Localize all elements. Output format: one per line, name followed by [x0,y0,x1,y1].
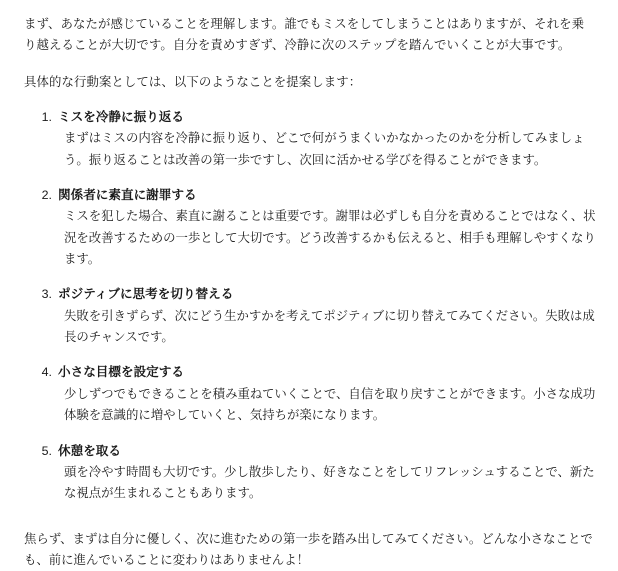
list-item-body: 失敗を引きずらず、次にどう生かすかを考えてポジティブに切り替えてみてください。失敗は成長のチャンスです。 [64,308,595,345]
closing-paragraph: 焦らず、まずは自分に優しく、次に進むための第一歩を踏み出してみてください。どんな小さなことでも、前に進んでいることに変わりはありませんよ！ [24,531,593,567]
list-item-body: 頭を冷やす時間も大切です。少し散歩したり、好きなことをしてリフレッシュすることで、新たな視点が生まれることもあります。 [64,464,595,501]
list-item-body: 少しずつでもできることを積み重ねていくことで、自信を取り戻すことができます。小さな成功体験を意識的に増やしていくと、気持ちが楽になります。 [64,386,596,423]
list-item-title: 小さな目標を設定する [58,365,184,380]
list-item [24,362,596,426]
list-item-number: 5. [41,443,52,458]
list-item-body: ミスを犯した場合、素直に謝ることは重要です。謝罪は必ずしも自分を責めることではなく、状況を改善するための一歩として大切です。どう改善するかも伝えると、相手も理解しやすくなります。 [64,209,596,267]
list-item [24,284,596,348]
list-item-title: 関係者に素直に謝罪する [58,188,197,203]
steps-list [24,107,596,505]
intro-paragraph-2: 具体的な行動案としては、以下のようなことを提案します： [24,74,362,89]
list-item-number: 2. [41,188,52,203]
list-item [24,185,596,270]
list-item-number: 4. [41,365,52,380]
list-item-number: 1. [41,109,52,124]
list-item-title: 休憩を取る [58,443,121,458]
list-item [24,441,596,505]
list-item-title: ミスを冷静に振り返る [58,109,184,124]
closing-section [24,529,596,571]
list-item-body: まずはミスの内容を冷静に振り返り、どこで何がうまくいかなかったのかを分析してみましょう。振り返ることは改善の第一歩ですし、次回に活かせる学びを得ることができます。 [64,131,585,167]
list-item-title: ポジティブに思考を切り替える [58,287,234,302]
list-item-number: 3. [41,287,52,302]
list-item [24,107,596,171]
intro-paragraph-1: まず、あなたが感じていることを理解します。誰でもミスをしてしまうことはありますが、それを乗り越えることが大切です。自分を責めすぎず、冷静に次のステップを踏んでいくことが大事です。 [24,17,585,53]
